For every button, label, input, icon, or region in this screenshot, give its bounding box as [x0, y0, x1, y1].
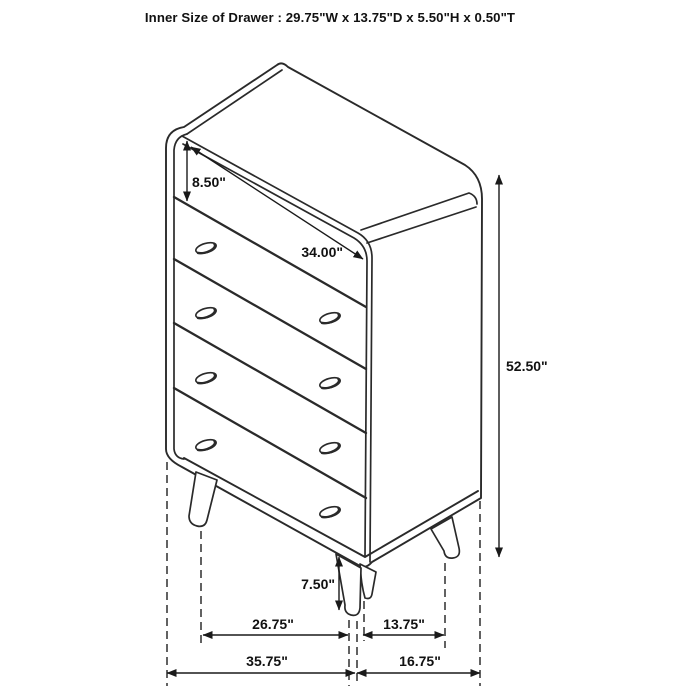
chest-drawing: [166, 63, 482, 615]
dim-label-overall-height: 52.50": [506, 358, 548, 374]
back-center-leg: [360, 564, 376, 599]
dim-label-side-leg-span: 13.75": [383, 616, 425, 632]
diagram-title: Inner Size of Drawer : 29.75"W x 13.75"D x 5.50"H x 0.50"T: [144, 10, 516, 25]
dim-label-overall-width: 35.75": [246, 653, 288, 669]
dim-label-overall-depth: 16.75": [399, 653, 441, 669]
front-left-leg: [189, 472, 217, 526]
dim-label-front-leg-span: 26.75": [252, 616, 294, 632]
dim-label-leg-height: 7.50": [301, 576, 335, 592]
dim-label-top-drawer-height: 8.50": [192, 174, 226, 190]
dim-label-top-front-width: 34.00": [301, 244, 343, 260]
